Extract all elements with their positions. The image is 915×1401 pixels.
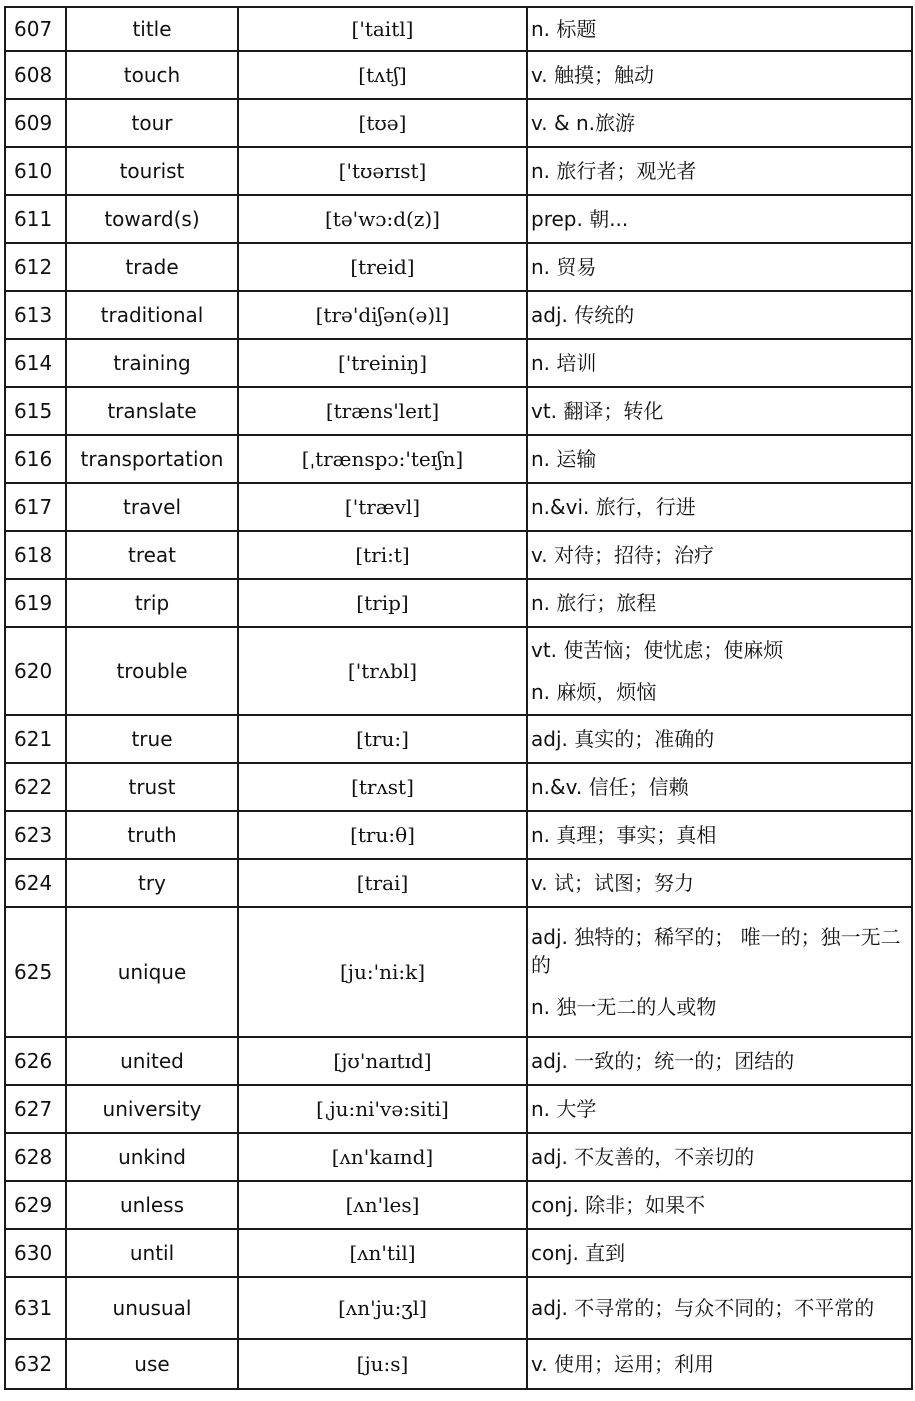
entry-number: 614	[5, 339, 66, 387]
entry-word: united	[66, 1037, 238, 1085]
definition-line: n. 真理；事实；真相	[531, 823, 717, 847]
definition-line: adj. 独特的；稀罕的； 唯一的；独一无二的	[531, 925, 901, 977]
entry-word: unless	[66, 1181, 238, 1229]
entry-word: true	[66, 715, 238, 763]
entry-number: 622	[5, 763, 66, 811]
entry-definition	[527, 291, 912, 339]
entry-phonetic: [ju:s]	[238, 1339, 527, 1389]
entry-definition	[527, 435, 912, 483]
entry-definition	[527, 1339, 912, 1389]
entry-phonetic: ['treiniŋ]	[238, 339, 527, 387]
definition-line: prep. 朝...	[531, 207, 629, 231]
entry-definition	[527, 339, 912, 387]
entry-word: trouble	[66, 627, 238, 715]
entry-number: 607	[5, 7, 66, 51]
definition-line: vt. 使苦恼；使忧虑；使麻烦	[531, 638, 784, 662]
entry-definition	[527, 99, 912, 147]
entry-phonetic: [tʊə]	[238, 99, 527, 147]
entry-word: trust	[66, 763, 238, 811]
entry-phonetic: [trʌst]	[238, 763, 527, 811]
entry-phonetic: [tʌtʃ]	[238, 51, 527, 99]
entry-definition	[527, 1133, 912, 1181]
table-row	[5, 1181, 912, 1229]
definition-line: adj. 不友善的，不亲切的	[531, 1145, 755, 1169]
entry-word: unique	[66, 907, 238, 1037]
entry-word: try	[66, 859, 238, 907]
table-row	[5, 811, 912, 859]
definition-line: adj. 真实的；准确的	[531, 727, 715, 751]
entry-word: truth	[66, 811, 238, 859]
entry-phonetic: [ʌn'les]	[238, 1181, 527, 1229]
entry-number: 608	[5, 51, 66, 99]
entry-phonetic: [jʊ'naɪtɪd]	[238, 1037, 527, 1085]
entry-number: 627	[5, 1085, 66, 1133]
entry-phonetic: [ˌtrænspɔ:'teɪʃn]	[238, 435, 527, 483]
table-row	[5, 531, 912, 579]
entry-number: 618	[5, 531, 66, 579]
entry-number: 625	[5, 907, 66, 1037]
entry-number: 613	[5, 291, 66, 339]
table-row	[5, 243, 912, 291]
entry-word: unusual	[66, 1277, 238, 1339]
entry-word: trade	[66, 243, 238, 291]
definition-line: v. 试；试图；努力	[531, 871, 694, 895]
entry-word: title	[66, 7, 238, 51]
entry-number: 610	[5, 147, 66, 195]
definition-line: v. 触摸；触动	[531, 63, 654, 87]
entry-number: 609	[5, 99, 66, 147]
definition-line: n. 麻烦，烦恼	[531, 680, 657, 704]
table-row	[5, 339, 912, 387]
definition-line: n. 培训	[531, 351, 597, 375]
entry-word: treat	[66, 531, 238, 579]
entry-number: 619	[5, 579, 66, 627]
entry-word: transportation	[66, 435, 238, 483]
table-row	[5, 579, 912, 627]
entry-phonetic: [ʌn'kaɪnd]	[238, 1133, 527, 1181]
entry-phonetic: [ʌn'ju:ʒl]	[238, 1277, 527, 1339]
table-row	[5, 627, 912, 715]
entry-word: translate	[66, 387, 238, 435]
definition-line: vt. 翻译；转化	[531, 399, 664, 423]
entry-phonetic: ['tʊərɪst]	[238, 147, 527, 195]
entry-phonetic: [ˌju:ni'və:siti]	[238, 1085, 527, 1133]
definition-line: n. 大学	[531, 1097, 597, 1121]
entry-word: trip	[66, 579, 238, 627]
entry-word: university	[66, 1085, 238, 1133]
entry-word: touch	[66, 51, 238, 99]
table-row	[5, 387, 912, 435]
entry-definition	[527, 1181, 912, 1229]
entry-definition	[527, 811, 912, 859]
definition-line: adj. 不寻常的；与众不同的；不平常的	[531, 1296, 875, 1320]
table-row	[5, 195, 912, 243]
entry-definition	[527, 147, 912, 195]
entry-word: traditional	[66, 291, 238, 339]
entry-number: 629	[5, 1181, 66, 1229]
entry-phonetic: [ju:'ni:k]	[238, 907, 527, 1037]
entry-phonetic: [ʌn'til]	[238, 1229, 527, 1277]
entry-phonetic: ['trævl]	[238, 483, 527, 531]
entry-phonetic: [trai]	[238, 859, 527, 907]
entry-phonetic: [tru:θ]	[238, 811, 527, 859]
entry-number: 611	[5, 195, 66, 243]
entry-definition	[527, 7, 912, 51]
entry-number: 620	[5, 627, 66, 715]
entry-number: 631	[5, 1277, 66, 1339]
entry-word: training	[66, 339, 238, 387]
entry-phonetic: [tə'wɔ:d(z)]	[238, 195, 527, 243]
definition-line: adj. 一致的；统一的；团结的	[531, 1049, 795, 1073]
table-row	[5, 763, 912, 811]
entry-number: 621	[5, 715, 66, 763]
entry-word: tour	[66, 99, 238, 147]
entry-phonetic: [treid]	[238, 243, 527, 291]
entry-number: 615	[5, 387, 66, 435]
entry-number: 616	[5, 435, 66, 483]
entry-definition	[527, 763, 912, 811]
vocabulary-table	[4, 6, 913, 1390]
table-row	[5, 1037, 912, 1085]
entry-word: unkind	[66, 1133, 238, 1181]
definition-line: conj. 除非；如果不	[531, 1193, 706, 1217]
entry-definition	[527, 1229, 912, 1277]
entry-phonetic: [trip]	[238, 579, 527, 627]
definition-line: v. 对待；招待；治疗	[531, 543, 714, 567]
definition-line: n.&vi. 旅行，行进	[531, 495, 696, 519]
table-row	[5, 147, 912, 195]
table-row	[5, 1277, 912, 1339]
table-row	[5, 907, 912, 1037]
table-row	[5, 51, 912, 99]
entry-definition	[527, 859, 912, 907]
definition-line: n. 标题	[531, 17, 597, 41]
entry-definition	[527, 51, 912, 99]
table-row	[5, 99, 912, 147]
table-row	[5, 1339, 912, 1389]
definition-line: n.&v. 信任；信赖	[531, 775, 689, 799]
entry-definition	[527, 627, 912, 715]
table-row	[5, 1085, 912, 1133]
vocabulary-table-body	[5, 7, 912, 1389]
entry-phonetic: [tri:t]	[238, 531, 527, 579]
definition-line: v. 使用；运用；利用	[531, 1352, 714, 1376]
entry-word: toward(s)	[66, 195, 238, 243]
definition-line: n. 旅行者；观光者	[531, 159, 697, 183]
entry-word: use	[66, 1339, 238, 1389]
entry-word: tourist	[66, 147, 238, 195]
entry-phonetic: [træns'leɪt]	[238, 387, 527, 435]
table-row	[5, 7, 912, 51]
entry-definition	[527, 483, 912, 531]
entry-definition	[527, 715, 912, 763]
definition-line: adj. 传统的	[531, 303, 635, 327]
entry-definition	[527, 1277, 912, 1339]
entry-phonetic: [trə'diʃən(ə)l]	[238, 291, 527, 339]
definition-line: conj. 直到	[531, 1241, 626, 1265]
entry-phonetic: [tru:]	[238, 715, 527, 763]
entry-number: 623	[5, 811, 66, 859]
entry-number: 630	[5, 1229, 66, 1277]
entry-definition	[527, 1037, 912, 1085]
entry-number: 632	[5, 1339, 66, 1389]
entry-number: 626	[5, 1037, 66, 1085]
entry-number: 628	[5, 1133, 66, 1181]
entry-word: travel	[66, 483, 238, 531]
entry-number: 624	[5, 859, 66, 907]
entry-word: until	[66, 1229, 238, 1277]
table-row	[5, 1229, 912, 1277]
entry-definition	[527, 579, 912, 627]
entry-definition	[527, 531, 912, 579]
table-row	[5, 291, 912, 339]
entry-number: 617	[5, 483, 66, 531]
entry-number: 612	[5, 243, 66, 291]
table-row	[5, 435, 912, 483]
definition-line: n. 贸易	[531, 255, 597, 279]
table-row	[5, 715, 912, 763]
entry-phonetic: ['taitl]	[238, 7, 527, 51]
entry-definition	[527, 1085, 912, 1133]
entry-definition	[527, 907, 912, 1037]
definition-line: n. 运输	[531, 447, 597, 471]
entry-definition	[527, 195, 912, 243]
entry-definition	[527, 243, 912, 291]
table-row	[5, 483, 912, 531]
entry-definition	[527, 387, 912, 435]
table-row	[5, 1133, 912, 1181]
definition-line: v. & n.旅游	[531, 111, 635, 135]
table-row	[5, 859, 912, 907]
definition-line: n. 旅行；旅程	[531, 591, 657, 615]
definition-line: n. 独一无二的人或物	[531, 995, 717, 1019]
entry-phonetic: ['trʌbl]	[238, 627, 527, 715]
